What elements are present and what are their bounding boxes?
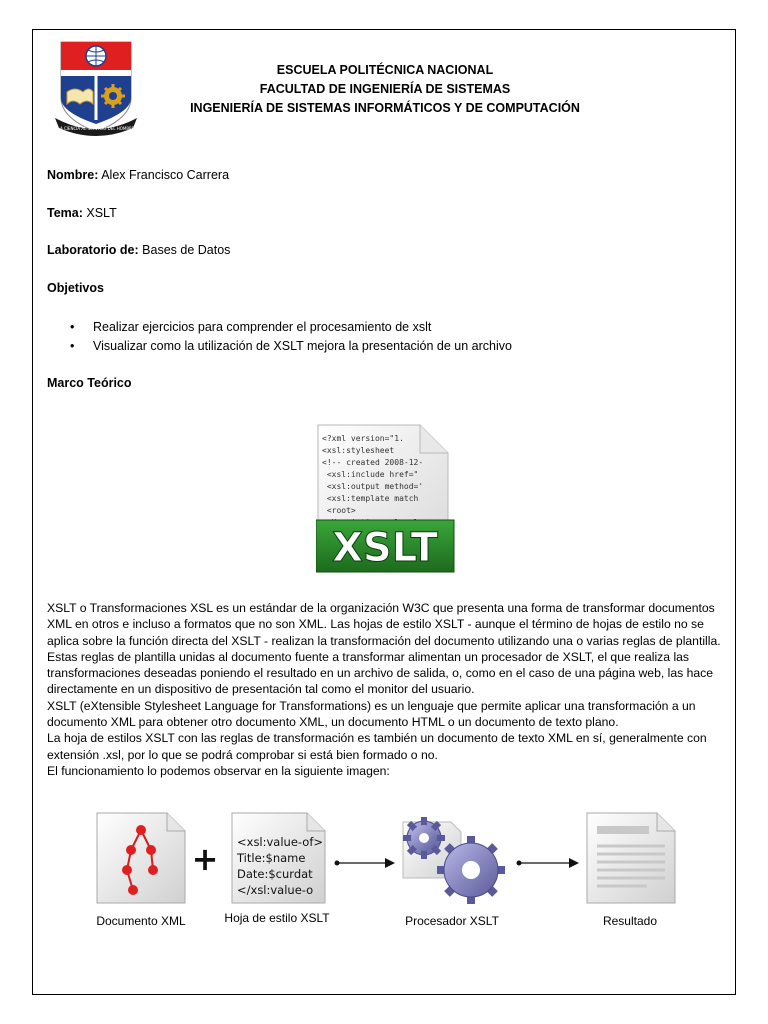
processor-label: Procesador XSLT	[405, 914, 499, 928]
lab-field	[47, 243, 230, 257]
objectives-heading: Objetivos	[47, 281, 104, 295]
paragraph: XSLT o Transformaciones XSL es un estándar de la organización W3C que presenta una forma de transformar documentos XML en otros e incluso a formatos que no son XML. Las hojas de estilo XSLT - aunque el término de hojas de estilo no se aplica sobre la función directa del XSLT - realizan la transformación del documento utilizando una o varias reglas de plantilla. Estas reglas de plantilla unidas al documento fuente a transformar alimentan un procesador de XSLT, el que realiza las transformaciones deseadas poniendo el resultado en un archivo de salida, o, como en el caso de una página web, las hace directamente en un dispositivo de presentación tal como el monitor del usuario.	[47, 601, 721, 697]
stylesheet-document-icon	[232, 813, 325, 903]
theory-text	[47, 600, 723, 779]
code-line: <xsl:output method='	[322, 482, 424, 491]
name-field	[47, 168, 229, 182]
university-logo	[53, 40, 139, 138]
topic-field	[47, 206, 117, 220]
stylesheet-code-line: Title:$name	[237, 851, 306, 865]
stylesheet-code-line: </xsl:value-o	[237, 883, 314, 897]
name-value: Alex Francisco Carrera	[101, 168, 230, 182]
code-line: <xsl:include href="	[322, 470, 419, 479]
code-line: <!-- created 2008-12-	[322, 458, 424, 467]
book-icon	[67, 89, 93, 104]
gears-icon	[403, 817, 505, 904]
paragraph: XSLT (eXtensible Stylesheet Language for Transformations) es un lenguaje que permite aplicar una transformación a un documento XML para obtener otro documento XML, un documento HTML o un documento de texto plano.	[47, 698, 696, 730]
code-line: <xsl:template match	[322, 494, 419, 503]
stylesheet-code-line: Date:$curdat	[237, 867, 313, 881]
xslt-banner-text: XSLT	[332, 525, 438, 571]
arrow-right-icon	[517, 858, 580, 868]
topic-label: Tema:	[47, 206, 83, 220]
code-line: <?xml version="1.	[322, 434, 404, 443]
plus-sign: +	[191, 840, 219, 878]
xslt-flow-diagram	[87, 808, 687, 933]
objective-item: • Visualizar como la utilización de XSLT mejora la presentación de un archivo	[70, 337, 512, 356]
program-name: INGENIERÍA DE SISTEMAS INFORMÁTICOS Y DE COMPUTACIÓN	[190, 101, 580, 115]
stylesheet-label: Hoja de estilo XSLT	[224, 911, 330, 925]
objectives-list	[70, 318, 512, 356]
paragraph: La hoja de estilos XSLT con las reglas de transformación es también un documento de texto XML en sí, generalmente con extensión .xsl, por lo que se podrá comprobar si está bien formado o no.	[47, 731, 707, 762]
xslt-file-image	[316, 423, 456, 573]
lab-label: Laboratorio de:	[47, 243, 139, 257]
code-line: <xsl:stylesheet	[322, 446, 395, 455]
result-label: Resultado	[602, 914, 658, 928]
faculty-name: FACULTAD DE INGENIERÍA DE SISTEMAS	[259, 82, 511, 96]
result-document-icon	[587, 813, 675, 903]
paragraph: El funcionamiento lo podemos observar en la siguiente imagen:	[47, 763, 390, 778]
arrow-right-icon	[335, 858, 396, 868]
institution-header	[160, 61, 610, 118]
flow-graphics	[87, 808, 687, 908]
theory-heading: Marco Teórico	[47, 376, 132, 390]
objective-item: • Realizar ejercicios para comprender el procesamiento de xslt	[70, 318, 512, 337]
xml-document-label: Documento XML	[96, 914, 186, 928]
stylesheet-code-line: <xsl:value-of>	[237, 835, 323, 849]
svg-text:LA CIENCIA AL SERVICIO DEL HOM: LA CIENCIA AL SERVICIO DEL HOMBRE	[57, 126, 135, 131]
code-line: <root>	[322, 506, 356, 515]
school-name: ESCUELA POLITÉCNICA NACIONAL	[276, 63, 494, 77]
xml-document-icon	[97, 813, 185, 903]
name-label: Nombre:	[47, 168, 99, 182]
topic-value: XSLT	[86, 206, 117, 220]
lab-value: Bases de Datos	[142, 243, 231, 257]
